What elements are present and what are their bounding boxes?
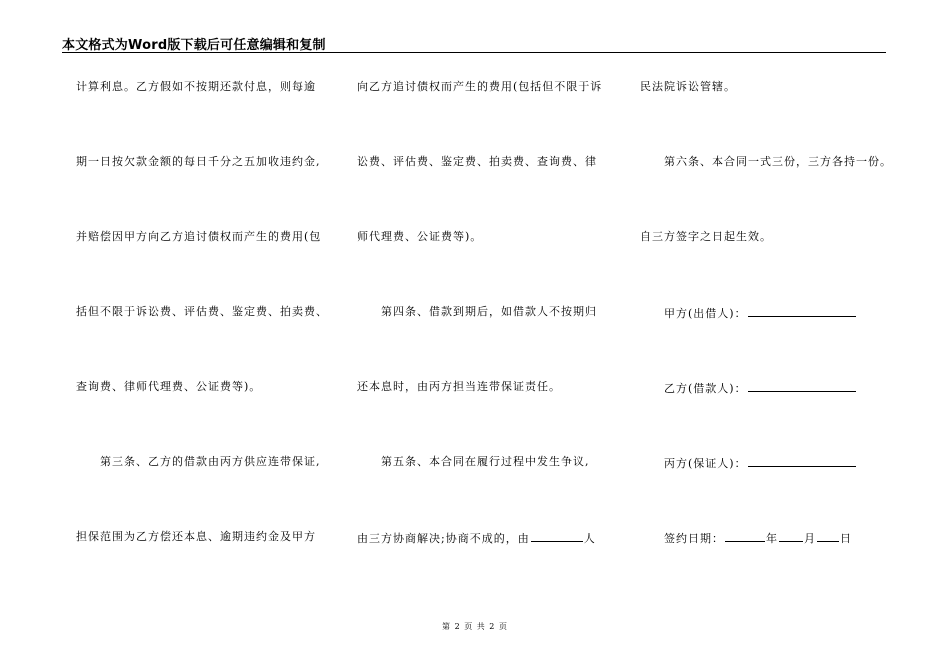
party-a-label: 甲方(出借人)： xyxy=(664,307,747,320)
text-line xyxy=(357,530,596,546)
party-c-signature-blank xyxy=(748,455,856,467)
court-clause-text: 由三方协商解决;协商不成的，由 xyxy=(357,532,530,545)
text-line: 担保范围为乙方偿还本息、逾期违约金及甲方 xyxy=(76,530,316,543)
text-line: 还本息时，由丙方担当连带保证责任。 xyxy=(357,380,561,393)
month-blank xyxy=(779,530,803,542)
article-5-heading-line: 第五条、本合同在履行过程中发生争议, xyxy=(381,455,590,468)
text-line: 括但不限于诉讼费、评估费、鉴定费、拍卖费、 xyxy=(76,305,328,318)
party-b-label: 乙方(借款人)： xyxy=(664,382,747,395)
signature-line-party-a xyxy=(664,305,857,321)
year-label: 年 xyxy=(766,532,778,545)
signature-line-party-c xyxy=(664,455,857,471)
article-3-heading-line: 第三条、乙方的借款由丙方供应连带保证, xyxy=(100,455,321,468)
sign-date-label: 签约日期： xyxy=(664,532,724,545)
text-line: 计算利息。乙方假如不按期还款付息，则每逾 xyxy=(76,80,316,93)
party-b-signature-blank xyxy=(748,380,856,392)
court-clause-suffix: 人 xyxy=(583,532,596,545)
text-line: 向乙方追讨债权而产生的费用(包括但不限于诉 xyxy=(357,80,603,93)
party-c-label: 丙方(保证人)： xyxy=(664,457,747,470)
article-4-heading-line: 第四条、借款到期后，如借款人不按期归 xyxy=(381,305,597,318)
article-6-heading-line: 第六条、本合同一式三份，三方各持一份。 xyxy=(664,155,892,168)
day-blank xyxy=(817,530,839,542)
page-number-footer: 第 2 页 共 2 页 xyxy=(442,622,508,631)
text-line: 期一日按欠款金额的每日千分之五加收违约金, xyxy=(76,155,321,168)
year-blank xyxy=(725,530,765,542)
signing-date-line xyxy=(664,530,852,546)
day-label: 日 xyxy=(840,532,852,545)
text-line: 民法院诉讼管辖。 xyxy=(640,80,736,93)
month-label: 月 xyxy=(804,532,816,545)
text-line: 师代理费、公证费等)。 xyxy=(357,230,483,243)
page-header xyxy=(62,34,886,52)
party-a-signature-blank xyxy=(748,305,856,317)
header-divider xyxy=(62,52,886,53)
text-line: 查询费、律师代理费、公证费等)。 xyxy=(76,380,262,393)
text-line: 自三方签字之日起生效。 xyxy=(640,230,772,243)
text-line: 讼费、评估费、鉴定费、拍卖费、查询费、律 xyxy=(357,155,597,168)
court-name-blank xyxy=(531,530,583,542)
text-line: 并赔偿因甲方向乙方追讨债权而产生的费用(包 xyxy=(76,230,322,243)
signature-line-party-b xyxy=(664,380,857,396)
header-title: 本文格式为Word版下载后可任意编辑和复制 xyxy=(62,38,326,53)
